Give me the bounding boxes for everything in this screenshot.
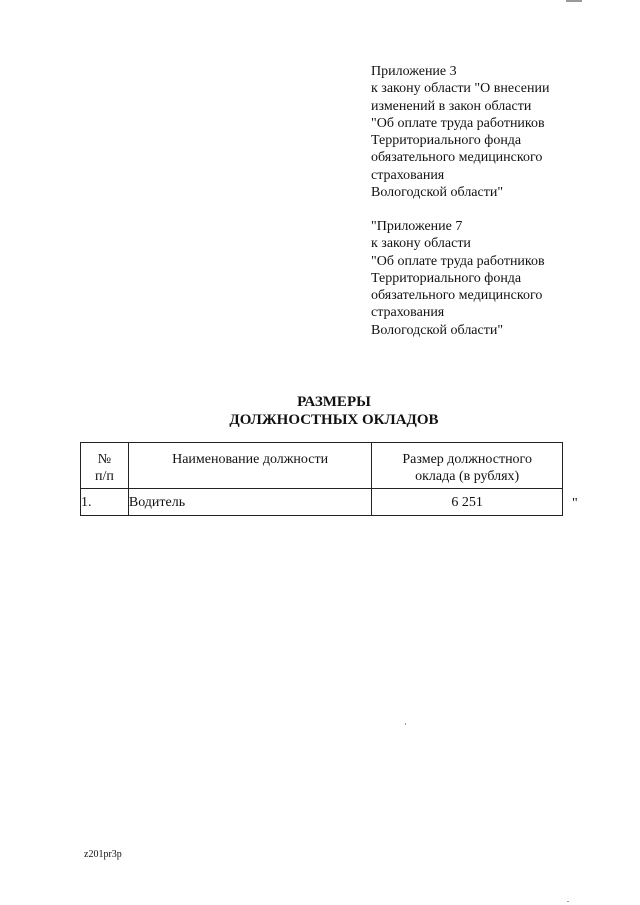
annex-7-line: Территориального фонда: [371, 270, 522, 286]
header-salary-line2: оклада (в рублях): [415, 469, 520, 484]
annex-7-line: Вологодской области": [371, 322, 504, 338]
annex-3-line: "Об оплате труда работников: [371, 115, 545, 131]
annex-3-line: страхования: [371, 167, 445, 183]
scan-artifact: [566, 0, 582, 2]
document-code: z201pr3p: [84, 849, 122, 860]
header-position-name-text: Наименование должности: [172, 452, 329, 467]
annex-7-line: "Приложение 7: [371, 219, 463, 234]
header-salary-line1: Размер должностного: [402, 452, 532, 467]
header-salary: [372, 443, 563, 489]
row-position-cell: Водитель: [128, 489, 371, 516]
header-number-symbol: №: [97, 452, 112, 467]
header-position-name: [128, 443, 371, 489]
scan-artifact: [405, 723, 406, 725]
annex-3-line: обязательного медицинского: [371, 150, 543, 166]
annex-7-line: к закону области: [371, 236, 471, 252]
annex-7-line: "Об оплате труда работников: [371, 253, 545, 269]
scan-artifact: [567, 901, 569, 902]
annex-3-line: Территориального фонда: [371, 133, 522, 149]
row-salary-cell: 6 251: [372, 489, 563, 516]
header-number-abbrev: п/п: [95, 469, 114, 484]
table-header-row: [81, 443, 563, 489]
document-title: РАЗМЕРЫ: [297, 394, 371, 410]
annex-3-line: к закону области "О внесении: [371, 81, 550, 97]
annex-7-block: [371, 218, 545, 339]
annex-3-line: изменений в закон области: [371, 98, 532, 114]
table-row: [81, 489, 563, 516]
header-number: [81, 443, 129, 489]
annex-3-line: Приложение 3: [371, 64, 457, 79]
annex-7-line: обязательного медицинского: [371, 288, 543, 304]
row-number-cell: 1.: [81, 489, 129, 516]
document-subtitle: ДОЛЖНОСТНЫХ ОКЛАДОВ: [229, 412, 439, 428]
annex-3-line: Вологодской области": [371, 185, 504, 201]
annex-7-line: страхования: [371, 305, 445, 321]
annex-3-block: [371, 63, 550, 201]
closing-quote-mark: ": [572, 496, 578, 511]
salary-table: [80, 442, 563, 516]
